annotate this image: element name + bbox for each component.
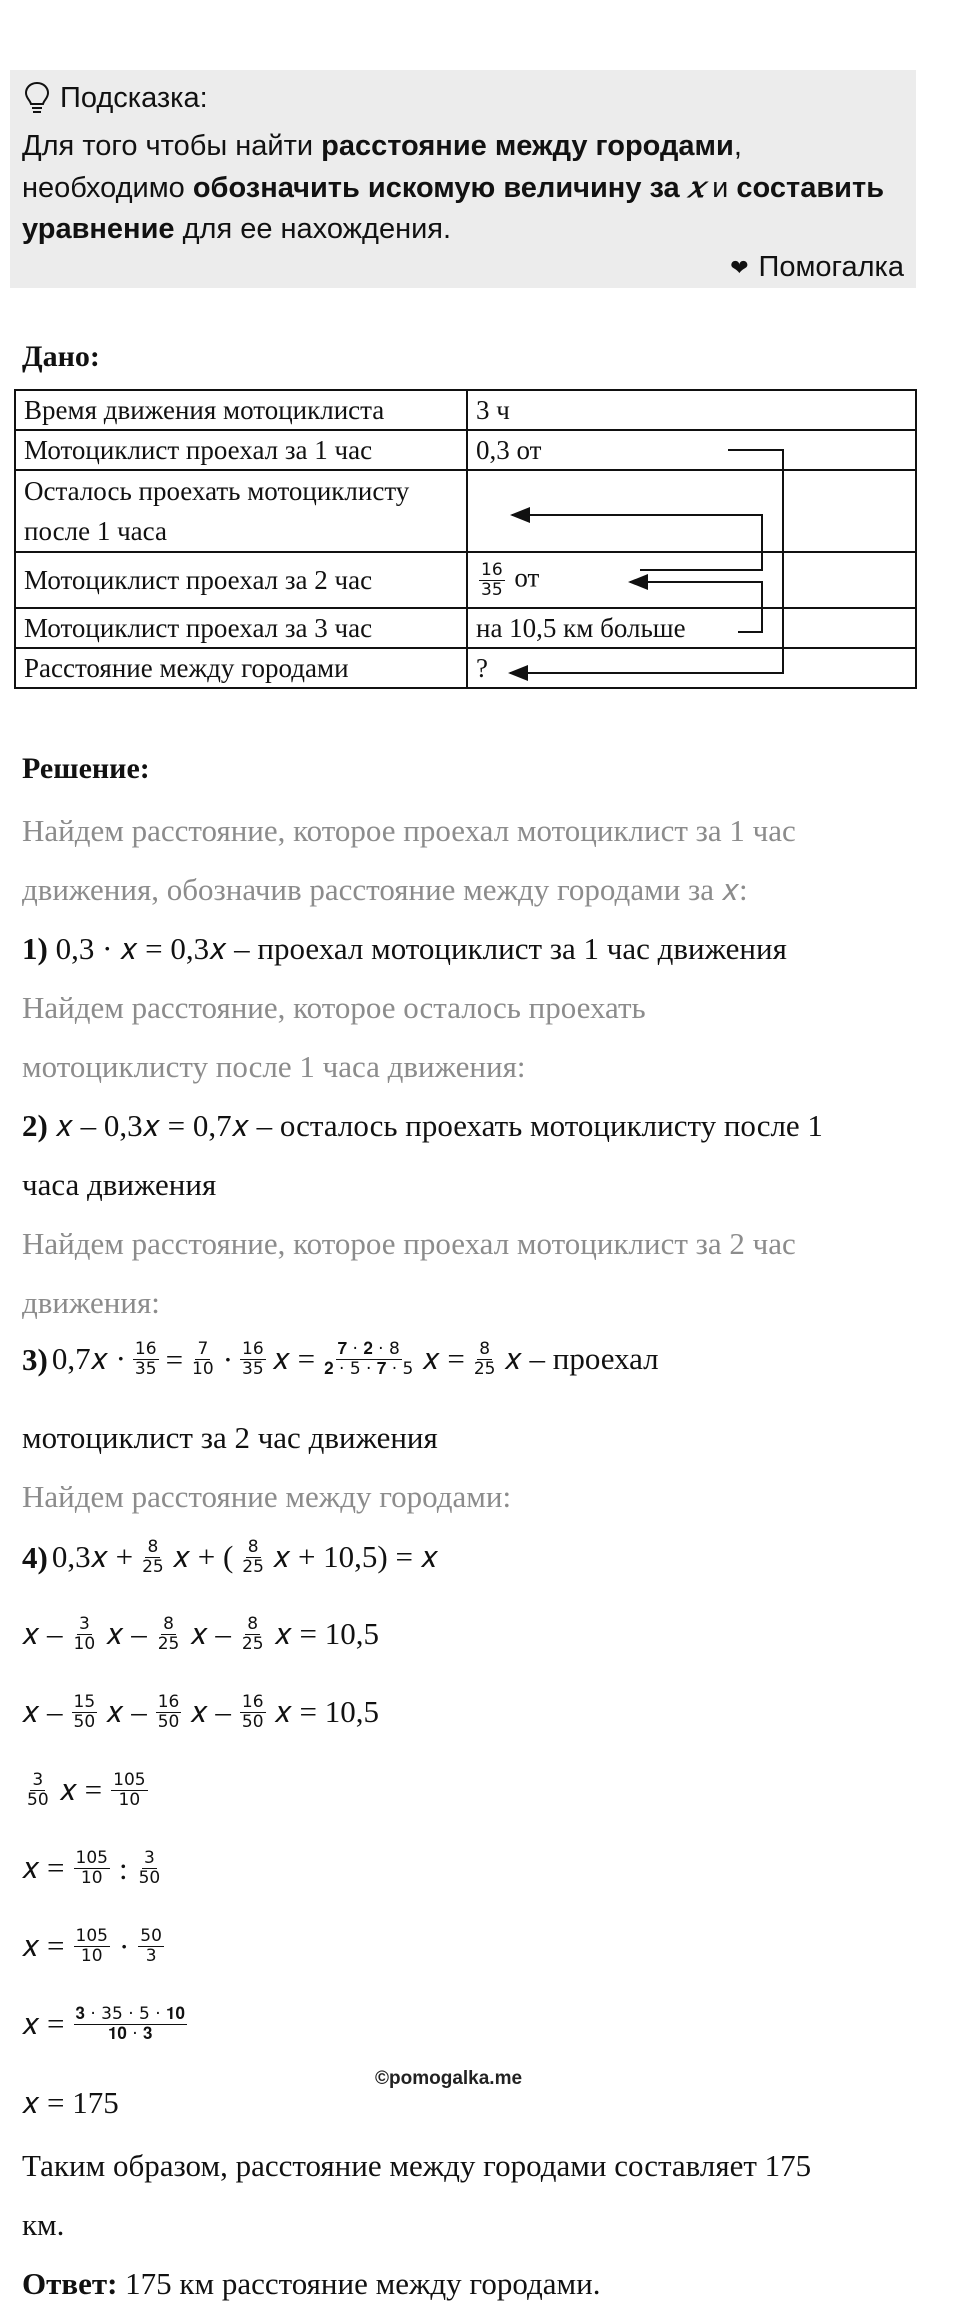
denominator: 50 — [241, 1712, 264, 1732]
fraction — [472, 1340, 498, 1379]
explanation-text: Найдем расстояние, которое проехал мотоциклист за 2 час — [22, 1226, 796, 1261]
answer-label: Ответ: — [22, 2266, 118, 2301]
denominator: 𝟏𝟎 · 𝟑 — [107, 2024, 153, 2044]
hint-highlight: обозначить искомую величину за — [192, 172, 680, 204]
denominator: 10 — [73, 1634, 96, 1654]
step-4 — [22, 1538, 438, 1577]
equation-text: : — [118, 1850, 128, 1886]
step-text: 0,3 · 𝑥 = 0,3𝑥 – проехал мотоциклист за 1 час движения — [47, 931, 787, 966]
hint-text-part: необходимо — [22, 172, 193, 204]
numerator: 16 — [481, 559, 503, 580]
denominator: 10 — [80, 1868, 103, 1888]
table-row — [15, 430, 916, 470]
explanation-text: Найдем расстояние, которое осталось проехать — [22, 990, 646, 1025]
step-number: 4) — [22, 1539, 48, 1575]
equation-text: 𝑥 – — [22, 1616, 63, 1651]
step-text: 𝑥 – 0,3𝑥 = 0,7𝑥 – осталось проехать мотоциклисту после 1 — [47, 1108, 823, 1143]
equation-text: 𝑥 – — [190, 1616, 231, 1651]
equation-line — [22, 2005, 190, 2044]
explanation-text: Найдем расстояние, которое проехал мотоциклист за 1 час — [22, 813, 796, 848]
denominator: 10 — [80, 1946, 103, 1966]
equation-line — [22, 1927, 167, 1966]
row-label: Мотоциклист проехал за 2 час — [15, 552, 467, 608]
hint-highlight: уравнение — [22, 213, 175, 245]
row-value: ? — [467, 648, 916, 688]
numerator: 50 — [140, 1926, 162, 1946]
explanation-text: Найдем расстояние между городами: — [22, 1479, 512, 1514]
row-value — [467, 470, 916, 552]
row-label: Расстояние между городами — [15, 648, 467, 688]
numerator: 3 — [78, 1614, 90, 1634]
row-value: 0,3 от — [467, 430, 916, 470]
watermark: ©pomogalka.me — [375, 2068, 523, 2089]
fraction — [72, 1693, 98, 1732]
denominator: 10 — [118, 1790, 141, 1810]
step-text: 0,3𝑥 + — [51, 1539, 134, 1574]
step-text: 𝑥 + 10,5) = 𝑥 — [272, 1539, 439, 1574]
hint-highlight: составить — [736, 172, 885, 204]
step-text: = — [165, 1341, 184, 1377]
table-row — [15, 470, 916, 552]
numerator: 3 — [32, 1770, 44, 1790]
hint-header — [22, 80, 208, 116]
numerator: 8 — [479, 1339, 491, 1359]
row-value-text: от — [514, 562, 540, 593]
conclusion-text: км. — [22, 2207, 65, 2242]
denominator: 𝟐 · 5 · 𝟕 · 5 — [324, 1359, 414, 1379]
row-label: Время движения мотоциклиста — [15, 390, 467, 430]
fraction — [111, 1771, 147, 1810]
fraction — [240, 1615, 266, 1654]
fraction — [138, 1927, 164, 1966]
numerator: 7 — [197, 1339, 209, 1359]
hint-text — [22, 126, 902, 250]
denominator: 50 — [73, 1712, 96, 1732]
denominator: 10 — [192, 1359, 214, 1379]
given-title: Дано: — [22, 340, 100, 373]
equation-line — [22, 1771, 151, 1810]
equation-line — [22, 1615, 379, 1654]
brand-name: Помогалка — [758, 251, 904, 283]
equation-text: 𝑥 = — [59, 1772, 103, 1807]
step-text: 𝑥 = — [422, 1341, 465, 1376]
fraction — [240, 1340, 266, 1379]
explanation-text: мотоциклисту после 1 часа движения: — [22, 1049, 526, 1084]
equation-text: 𝑥 – — [106, 1694, 147, 1729]
numerator: 3 — [143, 1848, 155, 1868]
denominator: 35 — [481, 579, 503, 600]
step-2-cont: часа движения — [22, 1167, 217, 1202]
fraction — [240, 1693, 266, 1732]
numerator: 15 — [73, 1692, 96, 1712]
table-row — [15, 390, 916, 430]
fraction — [137, 1849, 163, 1888]
brand-label — [730, 251, 904, 284]
numerator: 16 — [157, 1692, 180, 1712]
step-text: 𝑥 – проехал — [504, 1341, 659, 1376]
answer-text: 175 км расстояние между городами. — [117, 2266, 601, 2301]
fraction — [72, 1615, 98, 1654]
step-text: 0,7𝑥 · — [51, 1341, 126, 1376]
hint-text-part: , — [733, 130, 742, 162]
numerator: 105 — [75, 1926, 108, 1946]
step-2 — [22, 1108, 823, 1145]
given-table — [14, 389, 917, 689]
numerator: 16 — [242, 1339, 264, 1359]
fraction — [74, 1849, 110, 1888]
step-number: 1) — [22, 931, 48, 966]
conclusion-text: Таким образом, расстояние между городами составляет 175 — [22, 2148, 812, 2183]
equation-text: 𝑥 = — [22, 2006, 65, 2041]
hint-highlight: расстояние между городами — [321, 130, 734, 162]
denominator: 25 — [242, 1557, 264, 1577]
denominator: 50 — [27, 1790, 49, 1810]
row-label: Осталось проехать мотоциклисту после 1 часа — [15, 470, 467, 552]
row-value: на 10,5 км больше — [467, 608, 916, 648]
hint-text-part: Для того чтобы найти — [22, 130, 322, 162]
denominator: 3 — [145, 1946, 157, 1966]
hint-title: Подсказка: — [60, 81, 208, 114]
hint-text-part: для ее нахождения. — [174, 213, 452, 245]
answer-line — [22, 2266, 600, 2302]
equation-line — [22, 1693, 379, 1732]
numerator: 8 — [247, 1614, 259, 1634]
equation-text: · — [118, 1928, 130, 1964]
numerator: 8 — [247, 1537, 259, 1557]
equation-text: 𝑥 = 10,5 — [274, 1616, 380, 1651]
denominator: 25 — [473, 1359, 496, 1379]
equation-line — [22, 1849, 165, 1888]
table-row — [15, 552, 916, 608]
fraction — [25, 1771, 51, 1810]
solution-title: Решение: — [22, 752, 150, 785]
numerator: 105 — [75, 1848, 108, 1868]
fraction — [156, 1615, 182, 1654]
equation-text: 𝑥 – — [22, 1694, 63, 1729]
fraction — [479, 561, 505, 600]
step-text: 𝑥 = — [272, 1341, 316, 1376]
fraction — [140, 1538, 166, 1577]
step-number: 2) — [22, 1108, 48, 1143]
denominator: 25 — [157, 1634, 180, 1654]
hint-variable: 𝑥 — [687, 170, 705, 204]
denominator: 35 — [134, 1359, 157, 1379]
fraction — [74, 2005, 187, 2044]
step-1 — [22, 931, 787, 968]
equation-text: 𝑥 = 10,5 — [274, 1694, 380, 1729]
numerator: 16 — [134, 1339, 157, 1359]
step-number: 3) — [22, 1341, 48, 1377]
hint-text-part: и — [704, 172, 737, 204]
numerator: 16 — [241, 1692, 264, 1712]
denominator: 50 — [157, 1712, 180, 1732]
denominator: 35 — [242, 1359, 264, 1379]
fraction — [322, 1340, 415, 1379]
fraction — [190, 1340, 216, 1379]
step-text: · — [222, 1341, 234, 1377]
step-3 — [22, 1340, 659, 1379]
numerator: 𝟑 · 35 · 5 · 𝟏𝟎 — [75, 2004, 185, 2024]
equation-text: 𝑥 – — [106, 1616, 147, 1651]
hint-box — [10, 70, 916, 288]
explanation-text: движения, обозначив расстояние между городами за 𝑥: — [22, 872, 748, 907]
lightbulb-icon — [22, 80, 52, 116]
row-value — [467, 552, 916, 608]
explanation-text: движения: — [22, 1285, 160, 1320]
step-3-cont: мотоциклист за 2 час движения — [22, 1420, 438, 1455]
fraction — [133, 1340, 159, 1379]
numerator: 8 — [163, 1614, 174, 1634]
equation-result: 𝑥 = 175 — [22, 2085, 119, 2120]
denominator: 50 — [138, 1868, 161, 1888]
table-row — [15, 648, 916, 688]
denominator: 25 — [142, 1557, 164, 1577]
step-text: 𝑥 + ( — [172, 1539, 234, 1574]
numerator: 𝟕 · 𝟐 · 8 — [337, 1339, 400, 1359]
denominator: 25 — [241, 1634, 264, 1654]
row-value: 3 ч — [467, 390, 916, 430]
fraction — [74, 1927, 110, 1966]
table-row — [15, 608, 916, 648]
equation-text: 𝑥 – — [190, 1694, 231, 1729]
equation-text: 𝑥 = — [22, 1928, 65, 1963]
heart-icon: ❤ — [730, 254, 749, 280]
numerator: 8 — [147, 1537, 159, 1557]
fraction — [240, 1538, 266, 1577]
fraction — [156, 1693, 182, 1732]
row-label: Мотоциклист проехал за 1 час — [15, 430, 467, 470]
numerator: 105 — [113, 1770, 146, 1790]
equation-text: 𝑥 = — [22, 1850, 65, 1885]
row-label: Мотоциклист проехал за 3 час — [15, 608, 467, 648]
